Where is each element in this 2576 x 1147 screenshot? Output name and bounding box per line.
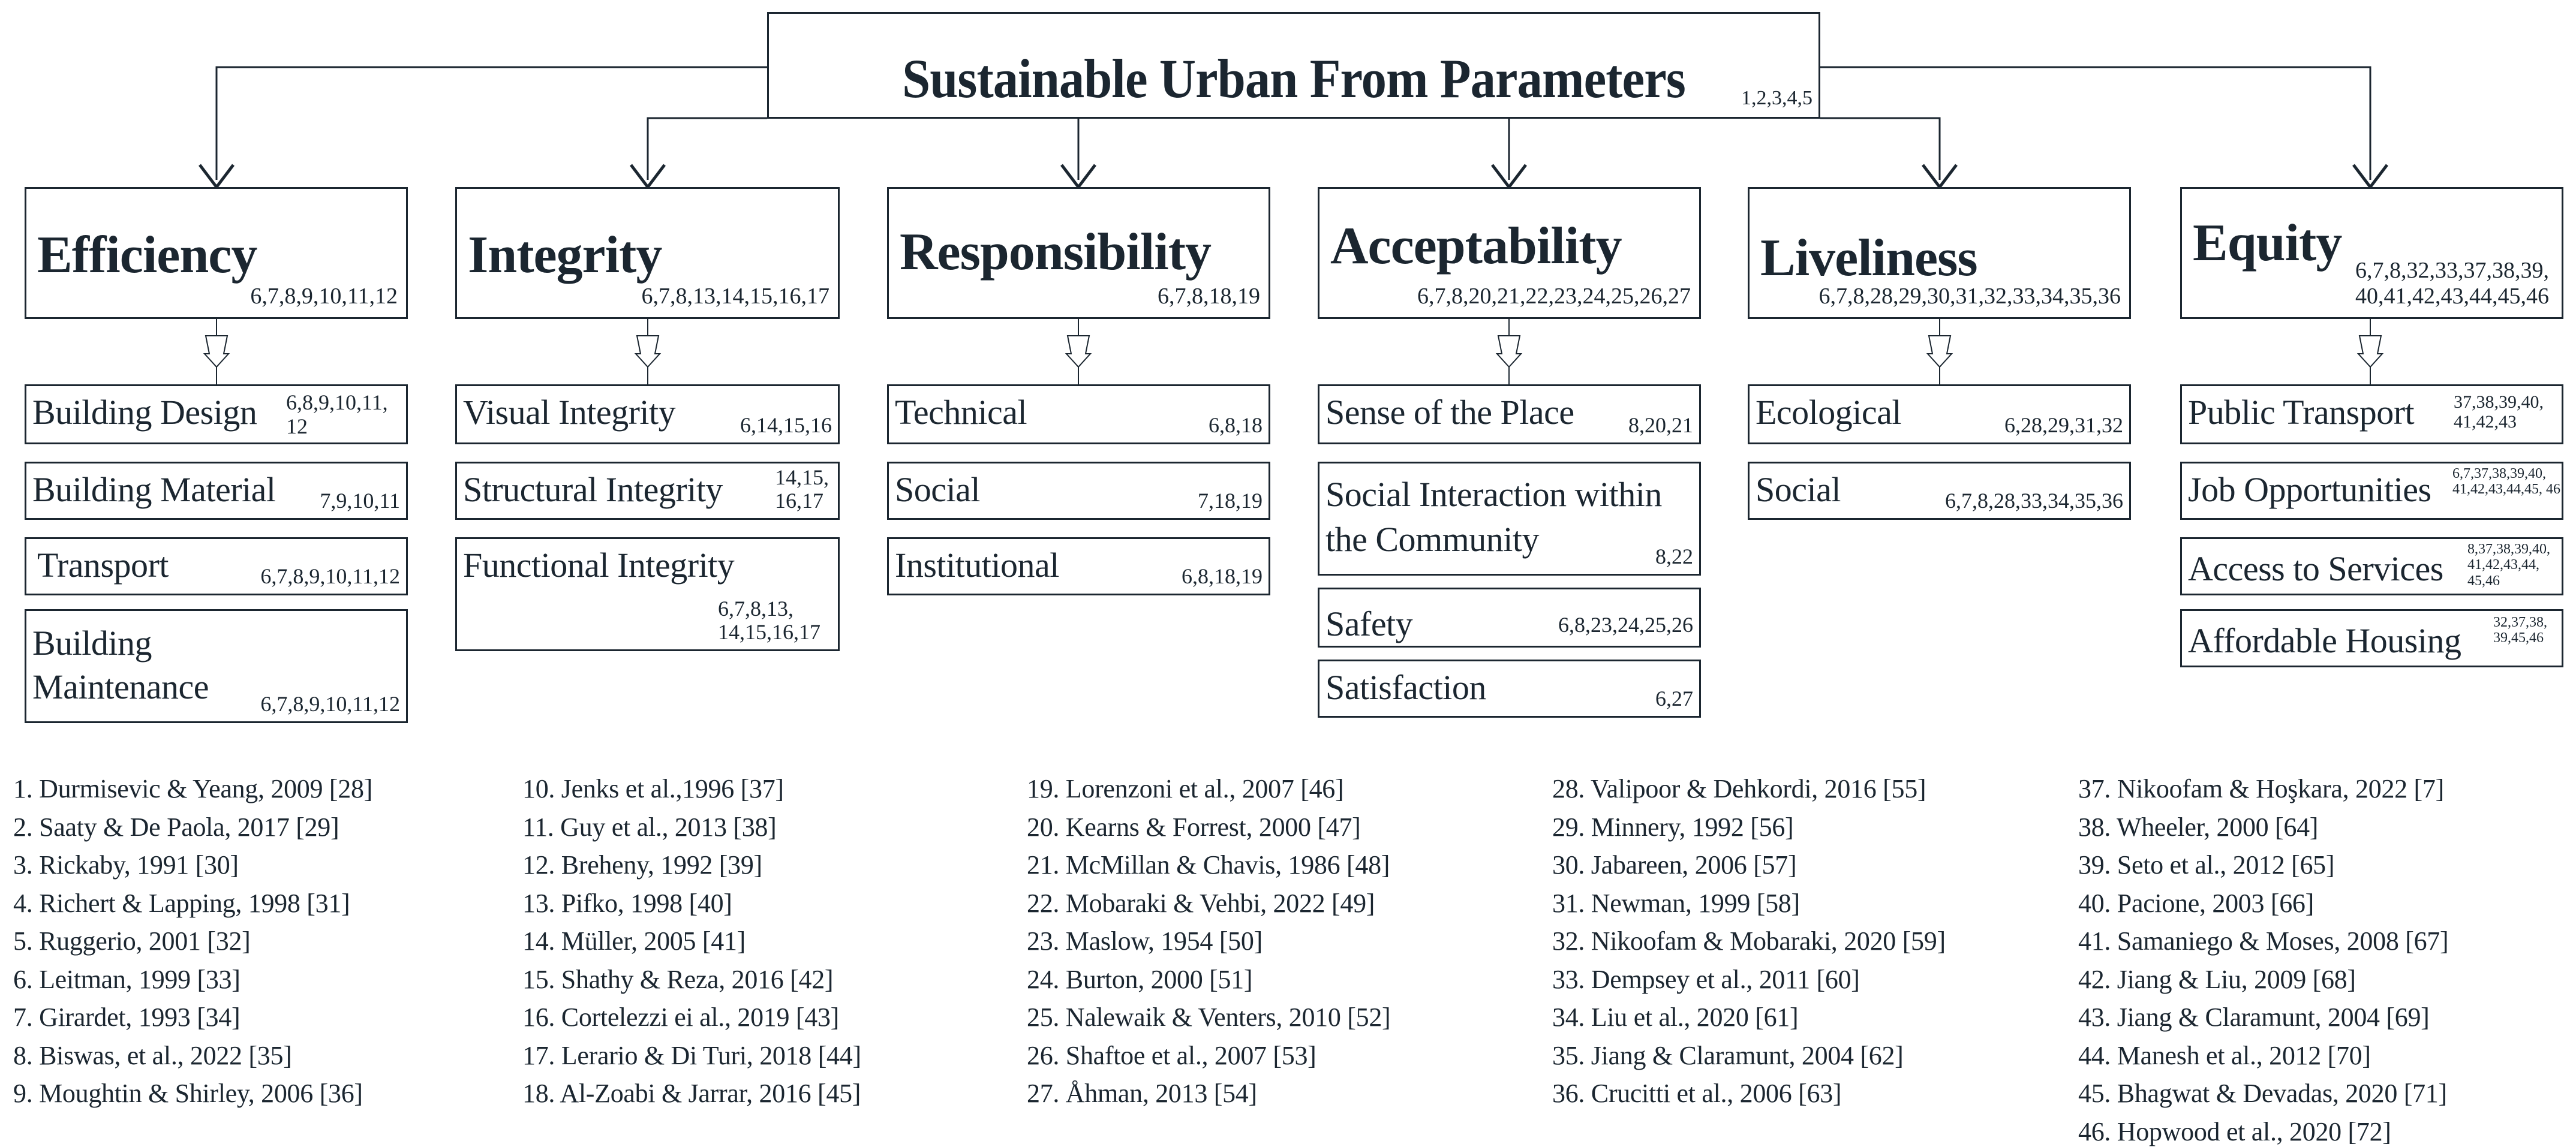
subcategory-label: Job Opportunities [2188,470,2431,509]
reference-item: 21. McMillan & Chavis, 1986 [48] [1027,850,1390,880]
reference-item: 9. Moughtin & Shirley, 2006 [36] [13,1079,363,1108]
reference-item: 30. Jabareen, 2006 [57] [1552,850,1797,880]
subcategory-label: Institutional [895,546,1059,585]
category-label: Liveliness [1760,229,1977,287]
reference-item: 1. Durmisevic & Yeang, 2009 [28] [13,774,373,803]
reference-item: 45. Bhagwat & Devadas, 2020 [71] [2078,1079,2447,1108]
category-label: Integrity [468,226,662,284]
root-title: Sustainable Urban From Parameters [902,48,1685,109]
reference-item: 44. Manesh et al., 2012 [70] [2078,1040,2371,1070]
subcategory-social-responsibility [887,462,1270,520]
subcategory-building-design [25,384,408,444]
subcategory-label: Ecological [1756,393,1902,432]
subcategory-transport [25,537,408,595]
subcategory-ecological [1748,384,2131,444]
subcategory-refs: 14,15, 16,17 [775,465,829,513]
subcategory-label: Technical [895,393,1027,432]
category-refs: 6,7,8,13,14,15,16,17 [641,284,829,309]
reference-item: 18. Al-Zoabi & Jarrar, 2016 [45] [522,1079,861,1108]
subcategory-label: Building Maintenance [32,624,209,706]
reference-item: 32. Nikoofam & Mobaraki, 2020 [59] [1552,926,1946,956]
subcategory-label: Functional Integrity [463,546,735,585]
reference-item: 20. Kearns & Forrest, 2000 [47] [1027,812,1361,842]
reference-item: 11. Guy et al., 2013 [38] [522,812,777,842]
category-integrity [455,187,840,319]
reference-item: 28. Valipoor & Dehkordi, 2016 [55] [1552,774,1926,803]
reference-item: 22. Mobaraki & Vehbi, 2022 [49] [1027,888,1375,918]
reference-item: 39. Seto et al., 2012 [65] [2078,850,2335,880]
reference-item: 12. Breheny, 1992 [39] [522,850,762,880]
hollow-arrow-efficiency [205,318,229,384]
category-liveliness [1748,187,2131,319]
category-refs: 6,7,8,20,21,22,23,24,25,26,27 [1417,284,1691,309]
subcategory-refs: 6,7,8,9,10,11,12 [260,564,400,589]
reference-item: 26. Shaftoe et al., 2007 [53] [1027,1040,1316,1070]
root-refs: 1,2,3,4,5 [1741,87,1812,109]
category-refs: 6,7,8,28,29,30,31,32,33,34,35,36 [1818,284,2121,309]
subcategory-refs: 6,27 [1655,687,1693,711]
reference-item: 31. Newman, 1999 [58] [1552,888,1800,918]
subcategory-refs: 6,7,37,38,39,40, 41,42,43,44,45, 46 [2452,466,2560,498]
subcategory-refs: 6,7,8,9,10,11,12 [260,692,400,717]
subcategory-affordable-housing [2180,609,2563,667]
subcategory-functional-integrity [455,537,840,651]
subcategory-refs: 6,8,23,24,25,26 [1558,613,1693,637]
reference-item: 24. Burton, 2000 [51] [1027,964,1253,994]
subcategory-job-opportunities [2180,462,2563,520]
category-label: Efficiency [37,226,257,284]
subcategory-label: Social [1756,470,1841,509]
reference-item: 16. Cortelezzi ei al., 2019 [43] [522,1003,840,1032]
subcategory-sense-of-place [1318,384,1701,444]
category-equity [2180,187,2563,319]
subcategory-refs: 6,8,9,10,11, 12 [286,390,388,438]
subcategory-label: Access to Services [2188,549,2443,588]
reference-item: 35. Jiang & Claramunt, 2004 [62] [1552,1040,1904,1070]
reference-item: 19. Lorenzoni et al., 2007 [46] [1027,774,1344,803]
subcategory-label: Sense of the Place [1325,393,1574,432]
subcategory-access-to-services [2180,537,2563,595]
subcategory-refs: 6,7,8,13, 14,15,16,17 [718,596,820,645]
reference-item: 42. Jiang & Liu, 2009 [68] [2078,964,2356,994]
category-acceptability [1318,187,1701,319]
subcategory-building-maintenance [25,609,408,723]
subcategory-structural-integrity [455,462,840,520]
reference-item: 15. Shathy & Reza, 2016 [42] [522,964,834,994]
subcategory-refs: 8,37,38,39,40, 41,42,43,44, 45,46 [2467,541,2550,589]
reference-item: 29. Minnery, 1992 [56] [1552,812,1794,842]
subcategory-label: Public Transport [2188,393,2415,432]
subcategory-label: Social [895,470,980,509]
subcategory-label: Affordable Housing [2188,621,2461,660]
subcategory-social-liveliness [1748,462,2131,520]
root-node [767,12,1820,119]
subcategory-label: Satisfaction [1325,668,1486,707]
category-refs: 6,7,8,18,19 [1158,284,1260,309]
reference-item: 13. Pifko, 1998 [40] [522,888,732,918]
reference-item: 37. Nikoofam & Hoşkara, 2022 [7] [2078,774,2444,803]
reference-item: 25. Nalewaik & Venters, 2010 [52] [1027,1003,1391,1032]
reference-item: 23. Maslow, 1954 [50] [1027,926,1263,956]
subcategory-safety [1318,588,1701,648]
subcategory-label: Safety [1325,604,1413,643]
reference-item: 41. Samaniego & Moses, 2008 [67] [2078,926,2449,956]
reference-item: 34. Liu et al., 2020 [61] [1552,1003,1799,1032]
category-responsibility [887,187,1270,319]
subcategory-refs: 6,8,18,19 [1182,564,1263,589]
reference-item: 14. Müller, 2005 [41] [522,926,746,956]
subcategory-public-transport [2180,384,2563,444]
reference-item: 38. Wheeler, 2000 [64] [2078,812,2319,842]
reference-item: 17. Lerario & Di Turi, 2018 [44] [522,1040,861,1070]
subcategory-satisfaction [1318,660,1701,718]
subcategory-label: Structural Integrity [463,470,723,509]
category-refs: 6,7,8,9,10,11,12 [250,284,398,309]
subcategory-refs: 6,8,18 [1209,413,1263,438]
subcategory-label: Transport [37,546,169,585]
subcategory-refs: 7,9,10,11 [320,489,400,513]
category-label: Acceptability [1330,217,1622,275]
reference-item: 3. Rickaby, 1991 [30] [13,850,239,880]
subcategory-refs: 6,7,8,28,33,34,35,36 [1945,489,2123,513]
reference-item: 5. Ruggerio, 2001 [32] [13,926,251,956]
subcategory-institutional [887,537,1270,595]
reference-item: 10. Jenks et al.,1996 [37] [522,774,784,803]
subcategory-refs: 6,14,15,16 [740,413,832,438]
subcategory-refs: 37,38,39,40, 41,42,43 [2454,392,2544,432]
subcategory-refs: 6,28,29,31,32 [2004,413,2123,438]
reference-item: 6. Leitman, 1999 [33] [13,964,241,994]
subcategory-refs: 8,20,21 [1628,413,1693,438]
reference-item: 27. Åhman, 2013 [54] [1027,1079,1257,1108]
subcategory-visual-integrity [455,384,840,444]
subcategory-label: Social Interaction within the Community [1325,475,1662,559]
subcategory-technical [887,384,1270,444]
reference-item: 46. Hopwood et al., 2020 [72] [2078,1116,2391,1146]
subcategory-building-material [25,462,408,520]
subcategory-refs: 32,37,38, 39,45,46 [2493,615,2547,646]
reference-item: 7. Girardet, 1993 [34] [13,1003,241,1032]
subcategory-social-interaction [1318,462,1701,576]
reference-item: 2. Saaty & De Paola, 2017 [29] [13,812,339,842]
reference-item: 4. Richert & Lapping, 1998 [31] [13,888,350,918]
category-efficiency [25,187,408,319]
category-label: Responsibility [900,223,1212,281]
reference-item: 8. Biswas, et al., 2022 [35] [13,1040,292,1070]
subcategory-label: Building Design [32,393,257,432]
reference-item: 36. Crucitti et al., 2006 [63] [1552,1079,1842,1108]
subcategory-refs: 7,18,19 [1198,489,1263,513]
subcategory-label: Building Material [32,470,276,509]
reference-item: 33. Dempsey et al., 2011 [60] [1552,964,1860,994]
subcategory-label: Visual Integrity [463,393,676,432]
category-label: Equity [2193,214,2342,272]
category-refs: 6,7,8,32,33,37,38,39, 40,41,42,43,44,45,46 [2355,257,2549,309]
subcategory-refs: 8,22 [1655,544,1693,569]
reference-item: 40. Pacione, 2003 [66] [2078,888,2314,918]
reference-item: 43. Jiang & Claramunt, 2004 [69] [2078,1003,2430,1032]
